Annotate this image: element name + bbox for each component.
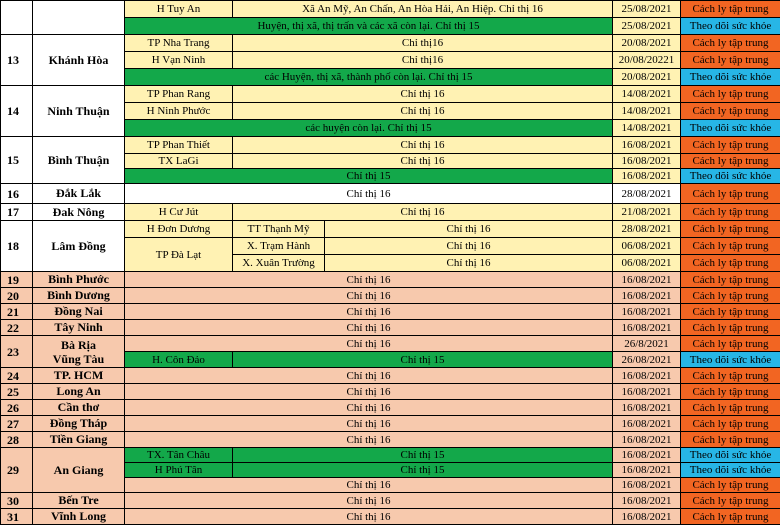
directive-cell: Chỉ thị 16 — [125, 384, 613, 400]
date-cell: 16/08/2021 — [613, 154, 681, 169]
directive-cell: Chỉ thị 16 — [125, 304, 613, 320]
date-cell: 16/08/2021 — [613, 416, 681, 432]
directive-cell: Chỉ thị 16 — [233, 154, 613, 169]
table-row — [1, 35, 780, 52]
measure-cell: Cách ly tập trung — [681, 509, 780, 525]
date-cell: 06/08/2021 — [613, 255, 681, 272]
area-cell: H Đơn Dương — [125, 221, 233, 238]
date-cell: 16/08/2021 — [613, 137, 681, 154]
measure-cell: Theo dõi sức khỏe — [681, 169, 780, 184]
stt-cell: 21 — [1, 304, 33, 320]
table-row — [1, 493, 780, 509]
date-cell: 16/08/2021 — [613, 432, 681, 448]
table-row — [1, 448, 780, 463]
measure-cell: Cách ly tập trung — [681, 336, 780, 352]
date-cell: 16/08/2021 — [613, 463, 681, 478]
area-cell: H Ninh Phước — [125, 103, 233, 120]
measure-cell: Cách ly tập trung — [681, 154, 780, 169]
table-row — [1, 184, 780, 204]
table-row — [1, 432, 780, 448]
province-cell: Ninh Thuận — [33, 86, 125, 137]
province-cell: Tiền Giang — [33, 432, 125, 448]
directive-cell: Chỉ thị 16 — [125, 432, 613, 448]
table-row — [1, 1, 780, 18]
province-cell: Vĩnh Long — [33, 509, 125, 525]
date-cell: 26/8/2021 — [613, 336, 681, 352]
province-cell: Cần thơ — [33, 400, 125, 416]
stt-cell: 14 — [1, 86, 33, 137]
measure-cell: Theo dõi sức khỏe — [681, 463, 780, 478]
directive-cell: Chỉ thị 16 — [125, 478, 613, 493]
directive-cell: Chỉ thị 15 — [233, 448, 613, 463]
sub-area-cell: TT Thạnh Mỹ — [233, 221, 325, 238]
directive-cell: Chỉ thị 16 — [125, 416, 613, 432]
date-cell: 28/08/2021 — [613, 221, 681, 238]
measure-cell: Cách ly tập trung — [681, 184, 780, 204]
table-row — [1, 221, 780, 238]
province-cell: Bà Rịa Vũng Tàu — [33, 336, 125, 368]
measure-cell: Cách ly tập trung — [681, 432, 780, 448]
date-cell: 14/08/2021 — [613, 120, 681, 137]
directive-cell: các Huyện, thị xã, thành phố còn lại. Chỉ thị 15 — [125, 69, 613, 86]
table-row — [1, 416, 780, 432]
stt-cell: 23 — [1, 336, 33, 368]
table-row — [1, 336, 780, 352]
directive-cell: Chỉ thị 16 — [125, 400, 613, 416]
date-cell: 16/08/2021 — [613, 169, 681, 184]
directive-cell: Chỉ thị16 — [233, 35, 613, 52]
directive-cell: Chỉ thị 16 — [233, 86, 613, 103]
measure-cell: Theo dõi sức khỏe — [681, 352, 780, 368]
measure-cell: Cách ly tập trung — [681, 493, 780, 509]
table-row — [1, 137, 780, 154]
directive-cell: Chỉ thị 16 — [233, 204, 613, 221]
stt-cell: 19 — [1, 272, 33, 288]
stt-cell: 17 — [1, 204, 33, 221]
table-row — [1, 384, 780, 400]
directive-cell: Chỉ thị 16 — [125, 288, 613, 304]
date-cell: 16/08/2021 — [613, 272, 681, 288]
date-cell: 16/08/2021 — [613, 509, 681, 525]
area-cell: TX LaGi — [125, 154, 233, 169]
province-cell: Đồng Nai — [33, 304, 125, 320]
province-cell: Long An — [33, 384, 125, 400]
date-cell: 16/08/2021 — [613, 448, 681, 463]
measure-cell: Cách ly tập trung — [681, 52, 780, 69]
stt-cell — [1, 1, 33, 35]
date-cell: 16/08/2021 — [613, 478, 681, 493]
date-cell: 25/08/2021 — [613, 18, 681, 35]
measure-cell: Cách ly tập trung — [681, 1, 780, 18]
province-cell: Đak Nông — [33, 204, 125, 221]
table-row — [1, 320, 780, 336]
stt-cell: 29 — [1, 448, 33, 493]
stt-cell: 27 — [1, 416, 33, 432]
directive-cell: Chỉ thị16 — [233, 52, 613, 69]
measure-cell: Cách ly tập trung — [681, 304, 780, 320]
area-cell: TP Phan Rang — [125, 86, 233, 103]
stt-cell: 26 — [1, 400, 33, 416]
date-cell: 06/08/2021 — [613, 238, 681, 255]
measure-cell: Cách ly tập trung — [681, 416, 780, 432]
province-cell: Đồng Tháp — [33, 416, 125, 432]
area-cell: TX. Tân Châu — [125, 448, 233, 463]
measure-cell: Cách ly tập trung — [681, 384, 780, 400]
stt-cell: 15 — [1, 137, 33, 184]
date-cell: 20/08/2021 — [613, 35, 681, 52]
directive-cell: Chỉ thị 16 — [125, 493, 613, 509]
measure-cell: Cách ly tập trung — [681, 221, 780, 238]
province-cell: Bình Phước — [33, 272, 125, 288]
directive-cell: Chỉ thị 16 — [233, 137, 613, 154]
directive-cell: Chỉ thị 16 — [325, 221, 613, 238]
sub-area-cell: X. Trạm Hành — [233, 238, 325, 255]
stt-cell: 20 — [1, 288, 33, 304]
directive-cell: Chỉ thị 16 — [325, 255, 613, 272]
directive-cell: Chỉ thị 16 — [125, 272, 613, 288]
directive-cell: Xã An Mỹ, An Chấn, An Hòa Hải, An Hiệp. Chỉ thị 16 — [233, 1, 613, 18]
date-cell: 20/08/2021 — [613, 69, 681, 86]
province-cell: Bến Tre — [33, 493, 125, 509]
date-cell: 28/08/2021 — [613, 184, 681, 204]
date-cell: 16/08/2021 — [613, 320, 681, 336]
table-row — [1, 304, 780, 320]
table-row — [1, 368, 780, 384]
date-cell: 16/08/2021 — [613, 384, 681, 400]
table-row — [1, 86, 780, 103]
table-row — [1, 288, 780, 304]
area-cell: H. Côn Đảo — [125, 352, 233, 368]
province-cell: Bình Dương — [33, 288, 125, 304]
directive-cell: Huyện, thị xã, thị trấn và các xã còn lại. Chỉ thị 15 — [125, 18, 613, 35]
table-row — [1, 272, 780, 288]
measure-cell: Theo dõi sức khỏe — [681, 120, 780, 137]
province-cell: Tây Ninh — [33, 320, 125, 336]
directive-cell: Chỉ thị 16 — [325, 238, 613, 255]
directive-cell: Chỉ thị 15 — [125, 169, 613, 184]
measure-cell: Cách ly tập trung — [681, 320, 780, 336]
date-cell: 16/08/2021 — [613, 368, 681, 384]
date-cell: 25/08/2021 — [613, 1, 681, 18]
directive-cell: Chỉ thị 15 — [233, 463, 613, 478]
table-row — [1, 400, 780, 416]
measure-cell: Cách ly tập trung — [681, 86, 780, 103]
province-cell: Lâm Đồng — [33, 221, 125, 272]
date-cell: 16/08/2021 — [613, 400, 681, 416]
measure-cell: Theo dõi sức khỏe — [681, 448, 780, 463]
province-cell: Bình Thuận — [33, 137, 125, 184]
measure-cell: Cách ly tập trung — [681, 400, 780, 416]
province-cell — [33, 1, 125, 35]
province-cell: An Giang — [33, 448, 125, 493]
measure-cell: Cách ly tập trung — [681, 137, 780, 154]
table-row — [1, 204, 780, 221]
area-cell: H Cư Jút — [125, 204, 233, 221]
area-cell: TP Nha Trang — [125, 35, 233, 52]
stt-cell: 28 — [1, 432, 33, 448]
measure-cell: Cách ly tập trung — [681, 255, 780, 272]
date-cell: 26/08/2021 — [613, 352, 681, 368]
stt-cell: 24 — [1, 368, 33, 384]
stt-cell: 13 — [1, 35, 33, 86]
stt-cell: 22 — [1, 320, 33, 336]
measure-cell: Cách ly tập trung — [681, 272, 780, 288]
date-cell: 20/08/20221 — [613, 52, 681, 69]
measure-cell: Theo dõi sức khỏe — [681, 69, 780, 86]
measure-cell: Cách ly tập trung — [681, 238, 780, 255]
directive-cell: Chỉ thị 16 — [233, 103, 613, 120]
directive-cell: Chỉ thị 16 — [125, 336, 613, 352]
area-cell: TP Phan Thiết — [125, 137, 233, 154]
directive-cell: Chỉ thị 16 — [125, 509, 613, 525]
date-cell: 16/08/2021 — [613, 493, 681, 509]
sub-area-cell: X. Xuân Trường — [233, 255, 325, 272]
directive-cell: Chỉ thị 15 — [233, 352, 613, 368]
measure-cell: Cách ly tập trung — [681, 368, 780, 384]
stt-cell: 30 — [1, 493, 33, 509]
province-cell: Khánh Hòa — [33, 35, 125, 86]
measure-cell: Cách ly tập trung — [681, 478, 780, 493]
area-cell: H Vạn Ninh — [125, 52, 233, 69]
stt-cell: 18 — [1, 221, 33, 272]
measure-cell: Cách ly tập trung — [681, 103, 780, 120]
directive-cell: Chỉ thị 16 — [125, 320, 613, 336]
date-cell: 16/08/2021 — [613, 288, 681, 304]
province-cell: TP. HCM — [33, 368, 125, 384]
area-cell: H Phú Tân — [125, 463, 233, 478]
measure-cell: Cách ly tập trung — [681, 35, 780, 52]
measure-cell: Cách ly tập trung — [681, 288, 780, 304]
stt-cell: 31 — [1, 509, 33, 525]
measure-cell: Theo dõi sức khỏe — [681, 18, 780, 35]
date-cell: 14/08/2021 — [613, 103, 681, 120]
directive-cell: Chỉ thị 16 — [125, 184, 613, 204]
date-cell: 14/08/2021 — [613, 86, 681, 103]
directive-cell: các huyện còn lại. Chỉ thị 15 — [125, 120, 613, 137]
province-cell: Đắk Lắk — [33, 184, 125, 204]
table-row — [1, 509, 780, 525]
stt-cell: 16 — [1, 184, 33, 204]
date-cell: 16/08/2021 — [613, 304, 681, 320]
measure-cell: Cách ly tập trung — [681, 204, 780, 221]
stt-cell: 25 — [1, 384, 33, 400]
area-cell: H Tuy An — [125, 1, 233, 18]
area-cell: TP Đà Lạt — [125, 238, 233, 272]
directive-cell: Chỉ thị 16 — [125, 368, 613, 384]
date-cell: 21/08/2021 — [613, 204, 681, 221]
